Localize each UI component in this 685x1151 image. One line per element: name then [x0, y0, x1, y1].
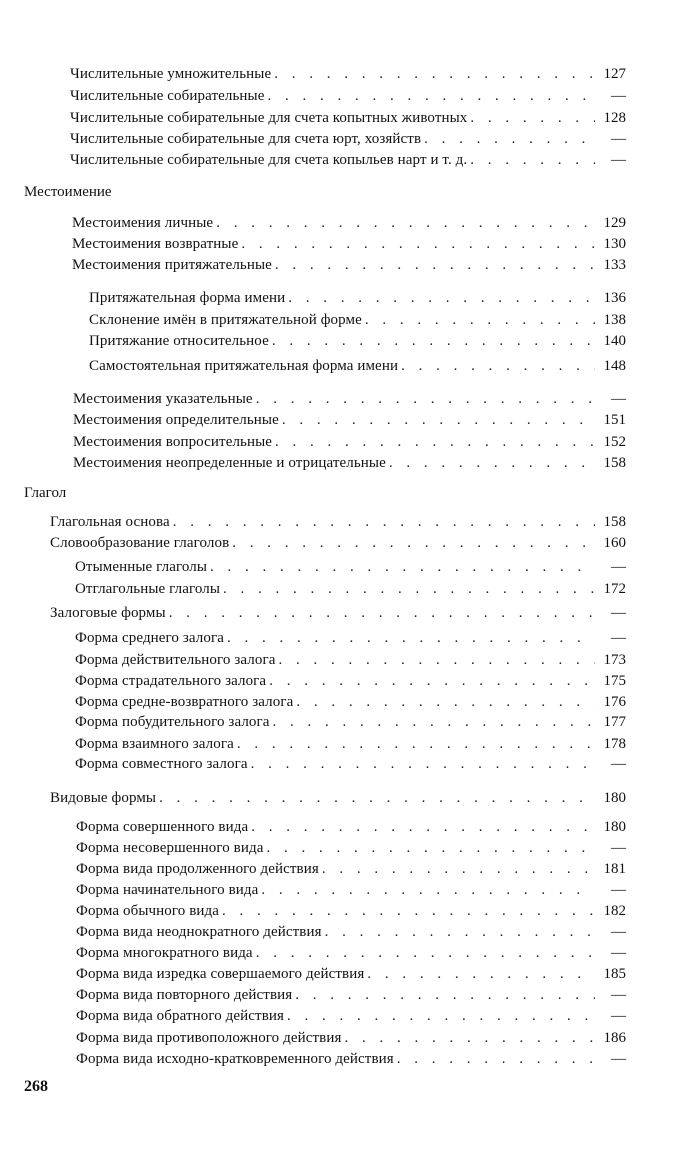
toc-entry	[73, 389, 626, 410]
toc-entry-title: Форма взаимного залога	[75, 736, 234, 752]
toc-entry	[76, 1049, 626, 1070]
toc-entry-title: Форма вида обратного действия	[76, 1008, 285, 1024]
toc-entry-title: Форма совершенного вида	[76, 819, 249, 835]
leader-dots	[227, 628, 595, 649]
leader-dots	[296, 692, 595, 713]
toc-entry-page: 152	[603, 434, 626, 450]
toc-entry	[70, 108, 626, 129]
toc-entry-title: Форма совместного залога	[75, 756, 248, 772]
toc-entry	[73, 432, 626, 453]
leader-dots	[275, 432, 595, 453]
toc-entry	[70, 86, 626, 107]
leader-dots	[344, 1028, 595, 1049]
toc-entry-page: 130	[603, 236, 626, 252]
toc-entry	[76, 922, 626, 943]
leader-dots	[274, 64, 595, 85]
toc-entry-page: 178	[603, 736, 626, 752]
toc-entry-page: 127	[603, 66, 626, 82]
toc-entry-title: Притяжание относительное	[89, 333, 269, 349]
leader-dots	[241, 234, 595, 255]
toc-entry	[72, 234, 626, 255]
leader-dots	[275, 255, 595, 276]
toc-entry-page: —	[611, 391, 626, 407]
leader-dots	[273, 712, 595, 733]
leader-dots	[222, 901, 595, 922]
toc-entry-page: 129	[603, 215, 626, 231]
leader-dots	[470, 150, 595, 171]
toc-entry-title: Местоимения возвратные	[72, 236, 239, 252]
toc-entry-title: Форма побудительного залога	[75, 714, 270, 730]
toc-entry-title: Местоимения определительные	[73, 412, 279, 428]
leader-dots	[223, 579, 595, 600]
toc-entry-title: Числительные умножительные	[70, 66, 272, 82]
toc-entry	[75, 754, 626, 775]
toc-entry-page: —	[611, 924, 626, 940]
toc-entry	[75, 628, 626, 649]
leader-dots	[251, 754, 595, 775]
toc-entry	[75, 712, 626, 733]
toc-entry	[76, 901, 626, 922]
toc-entry-title: Числительные собирательные для счета копыльев нарт и т. д.	[70, 152, 468, 168]
toc-entry-page: —	[611, 88, 626, 104]
toc-entry	[76, 817, 626, 838]
leader-dots	[232, 533, 595, 554]
toc-entry-page: 176	[603, 694, 626, 710]
toc-entry-page: 151	[603, 412, 626, 428]
toc-entry	[76, 943, 626, 964]
toc-entry	[89, 288, 626, 309]
section-heading-pronoun: Местоимение	[24, 184, 112, 200]
toc-entry-page: 175	[603, 673, 626, 689]
toc-entry-page: —	[611, 945, 626, 961]
toc-entry-page: —	[611, 605, 626, 621]
toc-entry-page: 160	[603, 535, 626, 551]
toc-entry	[75, 579, 626, 600]
toc-entry	[70, 150, 626, 171]
toc-entry-page: —	[611, 756, 626, 772]
leader-dots	[325, 922, 595, 943]
toc-entry-page: —	[611, 131, 626, 147]
toc-entry-page: 128	[603, 110, 626, 126]
toc-entry-title: Числительные собирательные	[70, 88, 265, 104]
leader-dots	[424, 129, 595, 150]
toc-entry	[89, 356, 626, 377]
toc-entry	[75, 650, 626, 671]
toc-entry-page: 180	[603, 819, 626, 835]
toc-entry-page: —	[611, 987, 626, 1003]
toc-entry	[70, 129, 626, 150]
toc-entry-page: —	[611, 1051, 626, 1067]
toc-entry-page: —	[611, 630, 626, 646]
toc-entry-page: 177	[603, 714, 626, 730]
toc-entry-title: Форма среднего залога	[75, 630, 224, 646]
leader-dots	[287, 1006, 595, 1027]
toc-entry-title: Словообразование глаголов	[50, 535, 230, 551]
toc-entry-page: 158	[603, 455, 626, 471]
toc-entry-title: Отглагольные глаголы	[75, 581, 221, 597]
toc-entry-title: Местоимения указательные	[73, 391, 253, 407]
leader-dots	[261, 880, 595, 901]
toc-entry-title: Форма вида повторного действия	[76, 987, 293, 1003]
toc-entry-page: 140	[603, 333, 626, 349]
toc-entry	[89, 310, 626, 331]
section-heading-verb: Глагол	[24, 485, 67, 501]
toc-entry	[76, 1006, 626, 1027]
toc-entry	[73, 410, 626, 431]
leader-dots	[397, 1049, 595, 1070]
toc-entry-page: 181	[603, 861, 626, 877]
toc-entry-page: —	[611, 882, 626, 898]
toc-entry-title: Форма вида противоположного действия	[76, 1030, 342, 1046]
leader-dots	[288, 288, 595, 309]
toc-entry-title: Притяжательная форма имени	[89, 290, 286, 306]
leader-dots	[282, 410, 595, 431]
toc-entry-title: Местоимения вопросительные	[73, 434, 273, 450]
leader-dots	[159, 788, 595, 809]
toc-entry	[50, 512, 626, 533]
toc-entry-page: 180	[603, 790, 626, 806]
toc-entry-title: Местоимения неопределенные и отрицательные	[73, 455, 386, 471]
leader-dots	[251, 817, 595, 838]
toc-entry-page: 173	[603, 652, 626, 668]
leader-dots	[322, 859, 595, 880]
toc-entry-title: Залоговые формы	[50, 605, 166, 621]
leader-dots	[237, 734, 595, 755]
leader-dots	[269, 671, 595, 692]
toc-entry-page: 172	[603, 581, 626, 597]
toc-entry-title: Форма несовершенного вида	[76, 840, 264, 856]
leader-dots	[256, 389, 595, 410]
toc-entry-title: Глагольная основа	[50, 514, 170, 530]
toc-entry	[76, 1028, 626, 1049]
leader-dots	[470, 108, 595, 129]
toc-entry-page: 185	[603, 966, 626, 982]
toc-entry-page: —	[611, 1008, 626, 1024]
toc-entry-page: 136	[603, 290, 626, 306]
leader-dots	[295, 985, 595, 1006]
toc-entry-page: 158	[603, 514, 626, 530]
toc-entry	[75, 671, 626, 692]
leader-dots	[389, 453, 595, 474]
toc-entry-title: Местоимения личные	[72, 215, 214, 231]
toc-entry	[73, 453, 626, 474]
leader-dots	[272, 331, 595, 352]
toc-entry-title: Числительные собирательные для счета копытных животных	[70, 110, 468, 126]
toc-entry-page: 133	[603, 257, 626, 273]
toc-entry-page: —	[611, 152, 626, 168]
toc-entry-title: Форма начинательного вида	[76, 882, 259, 898]
leader-dots	[169, 603, 595, 624]
leader-dots	[367, 964, 595, 985]
toc-entry	[76, 859, 626, 880]
leader-dots	[173, 512, 595, 533]
toc-entry-page: 148	[603, 358, 626, 374]
toc-entry-page: —	[611, 840, 626, 856]
toc-entry-page: 138	[603, 312, 626, 328]
toc-entry	[76, 838, 626, 859]
leader-dots	[216, 213, 595, 234]
leader-dots	[256, 943, 595, 964]
toc-entry-title: Форма многократного вида	[76, 945, 253, 961]
toc-entry	[76, 880, 626, 901]
toc-entry-page: 182	[603, 903, 626, 919]
leader-dots	[266, 838, 595, 859]
toc-entry-title: Форма вида исходно-кратковременного действия	[76, 1051, 394, 1067]
toc-entry-page: 186	[603, 1030, 626, 1046]
toc-entry-title: Форма обычного вида	[76, 903, 220, 919]
toc-entry	[75, 734, 626, 755]
toc-entry	[76, 964, 626, 985]
toc-entry-title: Самостоятельная притяжательная форма имени	[89, 358, 399, 374]
toc-entry	[50, 533, 626, 554]
toc-entry-title: Форма страдательного залога	[75, 673, 267, 689]
toc-entry-title: Видовые формы	[50, 790, 157, 806]
toc-entry	[75, 692, 626, 713]
toc-entry-title: Числительные собирательные для счета юрт, хозяйств	[70, 131, 422, 147]
toc-entry	[89, 331, 626, 352]
page-number: 268	[24, 1078, 48, 1095]
toc-entry	[72, 213, 626, 234]
toc-entry-title: Отыменные глаголы	[75, 559, 208, 575]
toc-entry	[70, 64, 626, 85]
toc-entry-title: Форма вида изредка совершаемого действия	[76, 966, 365, 982]
leader-dots	[268, 86, 596, 107]
toc-entry-title: Форма средне-возвратного залога	[75, 694, 294, 710]
toc-entry	[50, 603, 626, 624]
toc-entry-title: Форма действительного залога	[75, 652, 276, 668]
toc-entry-title: Форма вида неоднократного действия	[76, 924, 322, 940]
toc-entry	[50, 788, 626, 809]
leader-dots	[401, 356, 595, 377]
leader-dots	[278, 650, 595, 671]
leader-dots	[210, 557, 595, 578]
toc-entry-title: Местоимения притяжательные	[72, 257, 272, 273]
leader-dots	[365, 310, 595, 331]
toc-entry-title: Форма вида продолженного действия	[76, 861, 319, 877]
toc-entry-page: —	[611, 559, 626, 575]
toc-entry-title: Склонение имён в притяжательной форме	[89, 312, 362, 328]
toc-entry	[75, 557, 626, 578]
toc-entry	[72, 255, 626, 276]
toc-entry	[76, 985, 626, 1006]
